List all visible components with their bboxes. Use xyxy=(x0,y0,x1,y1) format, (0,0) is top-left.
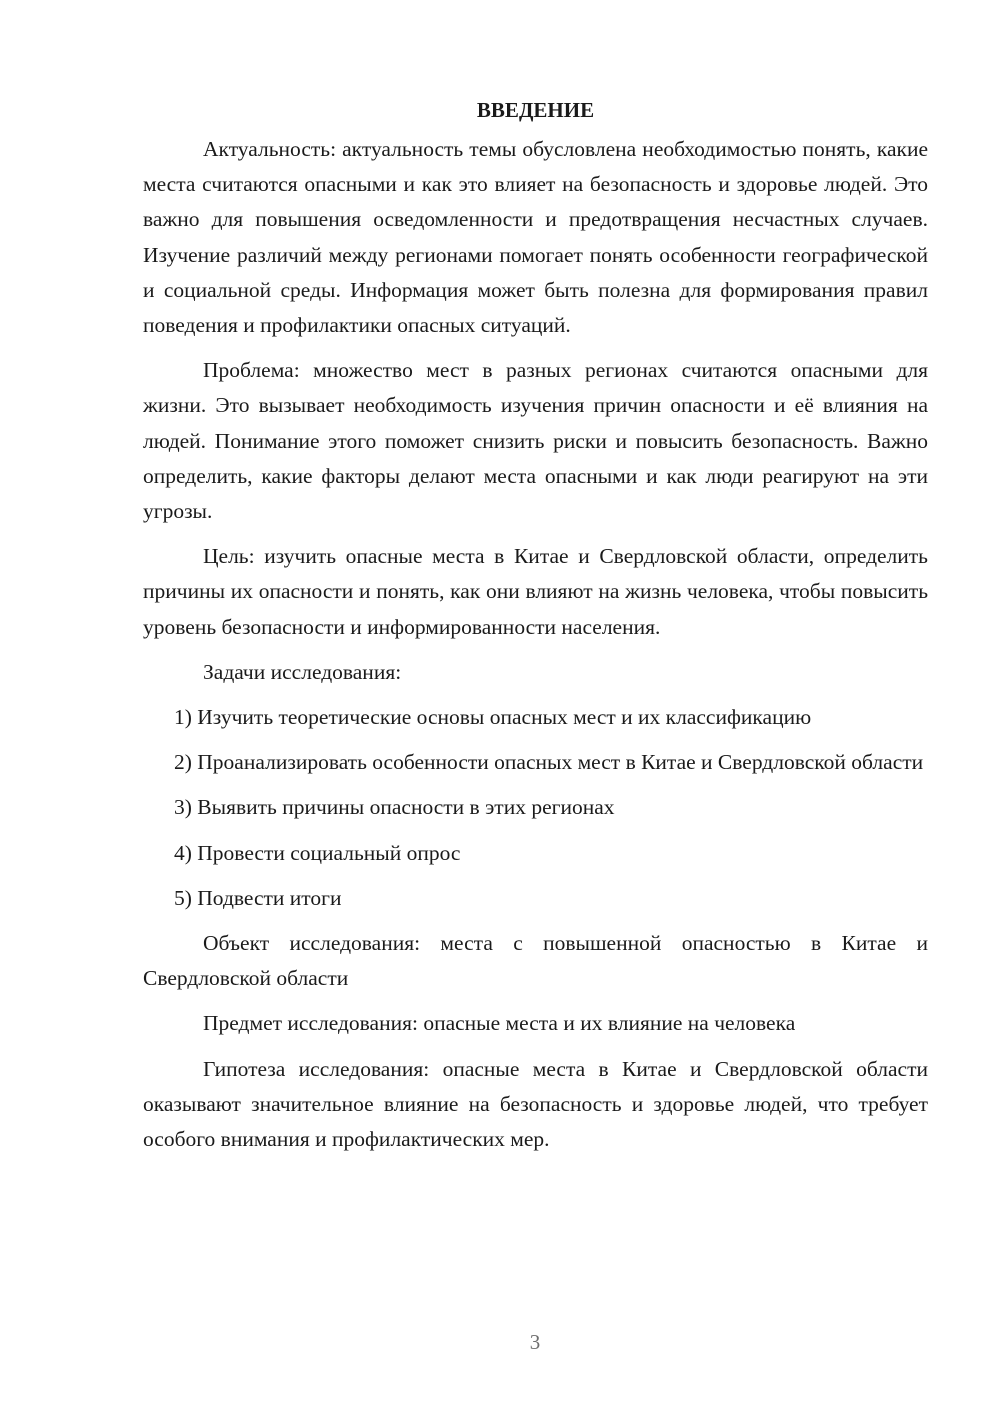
page-number: 3 xyxy=(529,1330,541,1354)
task-item-1: 1) Изучить теоретические основы опасных мест и их классификацию xyxy=(174,705,812,730)
document-page xyxy=(143,90,928,1167)
page-title: ВВЕДЕНИЕ xyxy=(476,98,595,122)
paragraph-relevance: Актуальность: актуальность темы обусловлена необходимостью понять, какие места считаются опасными и как это влияет на безопасность и здоровье людей. Это важно для повышения осведомленности и предотвращения несчастных случаев. Изучение различий между регионами помогает понять особенности географической и социальной среды. Информация может быть полезна для формирования правил поведения и профилактики опасных ситуаций. xyxy=(143,137,928,338)
task-item-2: 2) Проанализировать особенности опасных мест в Китае и Свердловской области xyxy=(174,750,924,775)
paragraph-problem: Проблема: множество мест в разных регионах считаются опасными для жизни. Это вызывает необходимость изучения причин опасности и её влияния на людей. Понимание этого поможет снизить риски и повысить безопасность. Важно определить, какие факторы делают места опасными и как люди реагируют на эти угрозы. xyxy=(143,358,928,524)
task-item-5: 5) Подвести итоги xyxy=(174,885,342,910)
paragraph-object: Объект исследования: места с повышенной опасностью в Китае и Свердловской области xyxy=(143,931,928,991)
task-item-4: 4) Провести социальный опрос xyxy=(174,840,461,865)
task-item-3: 3) Выявить причины опасности в этих регионах xyxy=(174,795,615,820)
tasks-heading: Задачи исследования: xyxy=(203,659,402,684)
paragraph-subject: Предмет исследования: опасные места и их влияние на человека xyxy=(203,1011,796,1036)
paragraph-hypothesis: Гипотеза исследования: опасные места в Китае и Свердловской области оказывают значительное влияние на безопасность и здоровье людей, что требует особого внимания и профилактических мер. xyxy=(143,1056,928,1152)
paragraph-goal: Цель: изучить опасные места в Китае и Свердловской области, определить причины их опасности и понять, как они влияют на жизнь человека, чтобы повысить уровень безопасности и информированности населения. xyxy=(143,544,928,639)
